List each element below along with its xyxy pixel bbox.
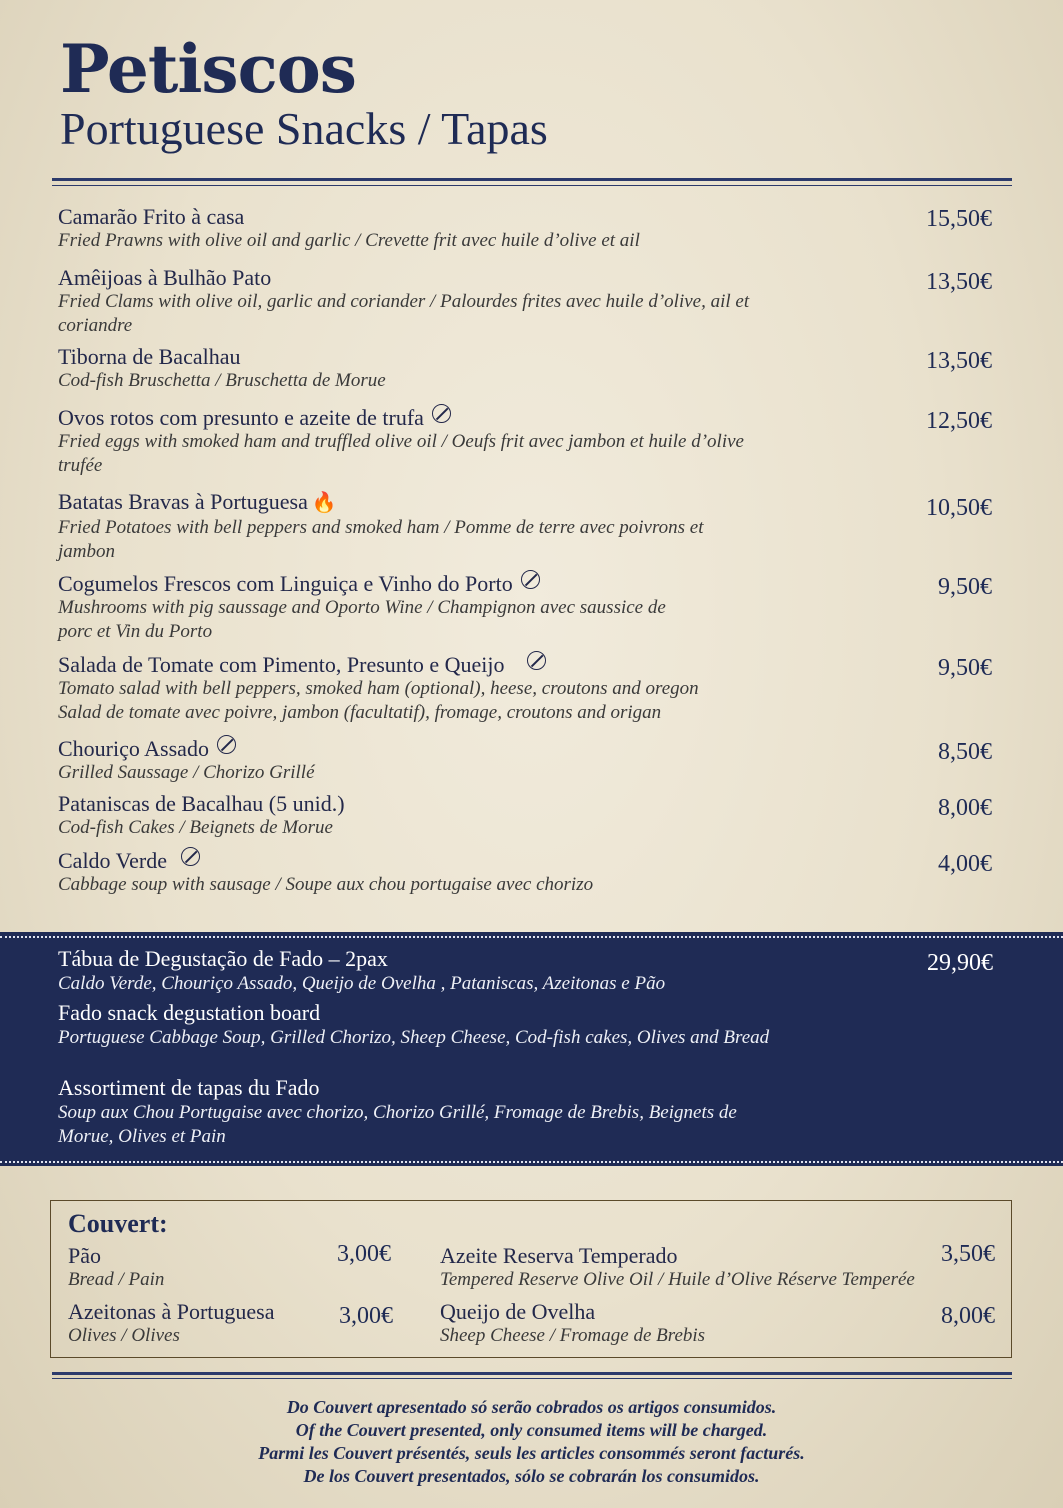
list-item (58, 791, 998, 840)
list-item (58, 847, 998, 897)
item-price: 12,50€ (926, 408, 992, 434)
item-price: 15,50€ (926, 206, 992, 232)
board-name-en: Fado snack degustation board (58, 1000, 321, 1025)
divider-bottom-thin (52, 1378, 1012, 1379)
page-subtitle: Portuguese Snacks / Tapas (60, 103, 548, 154)
couvert-item-price: 8,00€ (941, 1303, 995, 1329)
board-desc-pt: Caldo Verde, Chouriço Assado, Queijo de Ovelha , Pataniscas, Azeitonas e Pão (58, 973, 666, 994)
page-title: Petiscos (60, 30, 356, 108)
couvert-heading: Couvert: (68, 1209, 168, 1238)
item-description: Fried Potatoes with bell peppers and smoked ham / Pomme de terre avec poivrons et jambon (58, 517, 704, 562)
item-price: 13,50€ (926, 269, 992, 295)
degustation-board (0, 932, 1063, 1166)
notice-line-en: Of the Couvert presented, only consumed items will be charged. (295, 1420, 768, 1440)
couvert-item-description: Tempered Reserve Olive Oil / Huile d’Olive Réserve Temperée (440, 1269, 915, 1290)
couvert-item-description: Sheep Cheese / Fromage de Brebis (440, 1325, 706, 1346)
item-price: 9,50€ (938, 655, 992, 681)
item-description: Cod-fish Bruschetta / Bruschetta de Morue (58, 370, 386, 391)
item-name: Salada de Tomate com Pimento, Presunto e Queijo (58, 652, 505, 677)
couvert-item-name: Queijo de Ovelha (440, 1299, 596, 1324)
list-item (58, 651, 998, 725)
couvert-item-price: 3,00€ (337, 1241, 391, 1267)
item-description: Fried Clams with olive oil, garlic and coriander / Palourdes frites avec huile d’olive, ail et coriandre (58, 291, 750, 336)
item-name: Amêijoas à Bulhão Pato (58, 265, 272, 290)
item-name: Cogumelos Frescos com Linguiça e Vinho do Porto (58, 571, 513, 596)
board-desc-fr: Soup aux Chou Portugaise avec chorizo, Chorizo Grillé, Fromage de Brebis, Beignets de Morue, Olives et Pain (58, 1102, 737, 1147)
item-price: 10,50€ (926, 495, 992, 521)
item-price: 8,00€ (938, 795, 992, 821)
couvert-item-description: Olives / Olives (68, 1325, 180, 1346)
gluten-free-icon (527, 651, 546, 670)
item-name: Ovos rotos com presunto e azeite de trufa (58, 405, 424, 430)
gluten-free-icon (521, 570, 540, 589)
item-description-line2: Salad de tomate avec poivre, jambon (facultatif), fromage, croutons and origan (58, 702, 662, 723)
divider-top-thin (52, 185, 1012, 186)
board-desc-en: Portuguese Cabbage Soup, Grilled Chorizo, Sheep Cheese, Cod-fish cakes, Olives and Bread (58, 1027, 770, 1048)
item-description: Cod-fish Cakes / Beignets de Morue (58, 817, 333, 838)
board-price: 29,90€ (927, 950, 993, 976)
couvert-item-name: Azeite Reserva Temperado (440, 1243, 678, 1268)
item-name: Tiborna de Bacalhau (58, 344, 241, 369)
item-price: 13,50€ (926, 348, 992, 374)
list-item (58, 344, 998, 393)
list-item (58, 265, 998, 338)
list-item (58, 735, 998, 785)
notice-line-es: De los Couvert presentados, sólo se cobrarán los consumidos. (303, 1466, 760, 1486)
fire-icon: 🔥 (311, 492, 337, 514)
list-item (58, 489, 998, 564)
divider-bottom (52, 1372, 1012, 1375)
couvert-item-description: Bread / Pain (68, 1269, 165, 1290)
board-name-pt: Tábua de Degustação de Fado – 2pax (58, 946, 388, 971)
item-description: Fried eggs with smoked ham and truffled olive oil / Oeufs frit avec jambon et huile d’olive trufée (58, 431, 744, 476)
item-description: Mushrooms with pig saussage and Oporto Wine / Champignon avec saussice de porc et Vin du Porto (58, 597, 666, 642)
item-name: Chouriço Assado (58, 736, 209, 761)
item-description: Grilled Saussage / Chorizo Grillé (58, 762, 315, 783)
notice-line-fr: Parmi les Couvert présentés, seuls les articles consommés seront facturés. (258, 1443, 805, 1463)
item-name: Caldo Verde (58, 848, 167, 873)
list-item (58, 570, 998, 644)
gluten-free-icon (217, 735, 236, 754)
couvert-item-price: 3,50€ (941, 1241, 995, 1267)
list-item (58, 404, 998, 478)
item-description: Fried Prawns with olive oil and garlic / Crevette frit avec huile d’olive et ail (58, 230, 640, 251)
couvert-box (50, 1200, 1012, 1358)
band-border-top (0, 936, 1063, 938)
item-description: Tomato salad with bell peppers, smoked ham (optional), heese, croutons and oregon (58, 678, 699, 699)
couvert-item-name: Pão (68, 1243, 101, 1268)
list-item (58, 204, 998, 253)
item-name: Pataniscas de Bacalhau (5 unid.) (58, 791, 345, 816)
couvert-item-name: Azeitonas à Portuguesa (68, 1299, 275, 1324)
item-name: Camarão Frito à casa (58, 204, 245, 229)
board-name-fr: Assortiment de tapas du Fado (58, 1075, 320, 1100)
band-border-bottom (0, 1161, 1063, 1163)
item-name: Batatas Bravas à Portuguesa (58, 489, 308, 514)
notice-line-pt: Do Couvert apresentado só serão cobrados os artigos consumidos. (286, 1397, 777, 1417)
item-price: 9,50€ (938, 574, 992, 600)
couvert-item-price: 3,00€ (339, 1303, 393, 1329)
gluten-free-icon (432, 404, 451, 423)
divider-top (52, 178, 1012, 181)
item-price: 4,00€ (938, 851, 992, 877)
gluten-free-icon (181, 847, 200, 866)
item-price: 8,50€ (938, 739, 992, 765)
item-description: Cabbage soup with sausage / Soupe aux chou portugaise avec chorizo (58, 874, 594, 895)
couvert-notice (0, 1396, 1063, 1488)
